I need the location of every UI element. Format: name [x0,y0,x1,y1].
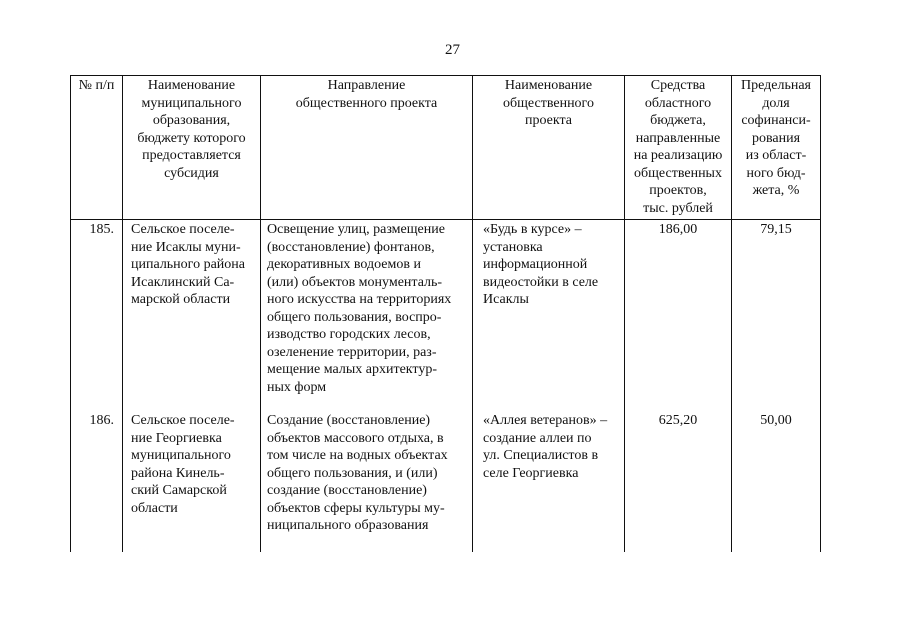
row-direction-text: Создание (восстановление) объектов массового отдыха, в том числе на водных объектах общего пользования, и (или) создание (восстановление) объектов сферы культуры му- ниципального образования [267,413,448,533]
table-row [71,411,821,552]
header-direction-label: Направление общественного проекта [295,78,438,111]
row-funds-text: 186,00 [658,222,698,237]
subsidy-table [70,75,821,552]
row-project-text: «Аллея ветеранов» – создание аллеи по ул. Специалистов в селе Георгиевка [483,413,608,481]
table-row [71,220,821,412]
row-number [71,411,123,552]
table-body [71,220,821,553]
page-number: 27 [445,42,460,58]
row-municipality-text: Сельское поселе- ние Исаклы муни- ципального района Исаклинский Са- марской области [131,222,245,307]
header-funds-label: Средства областного бюджета, направленные на реализацию общественных проектов, тыс. рублей [633,78,723,216]
row-project [473,411,625,552]
header-number [71,76,123,220]
header-project-label: Наименование общественного проекта [503,78,594,128]
row-number-text: 185. [89,222,114,237]
row-share-text: 79,15 [760,222,792,237]
header-share [732,76,821,220]
row-funds [625,411,732,552]
header-municipality [123,76,261,220]
row-municipality-text: Сельское поселе- ние Георгиевка муниципального района Кинель- ский Самарской области [131,413,235,516]
row-project [473,220,625,412]
row-municipality [123,220,261,412]
header-municipality-label: Наименование муниципального образования, бюджету которого предоставляется субсидия [137,78,246,181]
row-number-text: 186. [89,413,114,428]
header-share-label: Предельная доля софинанси- рования из област- ного бюд- жета, % [741,78,811,198]
row-share [732,411,821,552]
header-project [473,76,625,220]
row-direction-text: Освещение улиц, размещение (восстановление) фонтанов, декоративных водоемов и (или) объектов монументаль- ного искусства на территориях общего пользования, воспро- изводство городских лесов, озеленение территории, раз- мещение малых архитектур- ных форм [267,222,452,395]
row-share-text: 50,00 [760,413,792,428]
table-header [71,76,821,220]
row-direction [261,220,473,412]
row-funds-text: 625,20 [658,413,698,428]
table-header-row [71,76,821,220]
header-funds [625,76,732,220]
row-share [732,220,821,412]
row-number [71,220,123,412]
row-direction [261,411,473,552]
row-project-text: «Будь в курсе» – установка информационной видеостойки в селе Исаклы [483,222,599,307]
header-number-label: № п/п [78,78,115,93]
row-municipality [123,411,261,552]
row-funds [625,220,732,412]
header-direction [261,76,473,220]
